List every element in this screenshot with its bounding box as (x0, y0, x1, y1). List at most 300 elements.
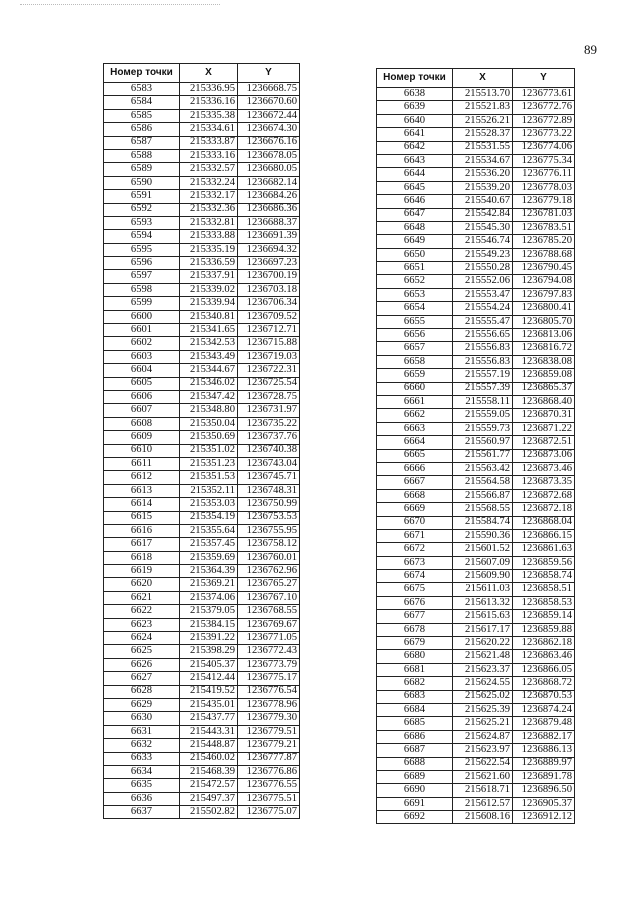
cell-y: 1236779.18 (513, 195, 575, 208)
cell-point-number: 6690 (377, 784, 453, 797)
table-row (104, 806, 300, 819)
cell-x: 215337.91 (180, 270, 238, 283)
cell-x: 215443.31 (180, 725, 238, 738)
cell-x: 215590.36 (453, 529, 513, 542)
cell-point-number: 6682 (377, 677, 453, 690)
cell-y: 1236670.60 (238, 96, 300, 109)
header-point-number: Номер точки (377, 69, 453, 88)
cell-x: 215405.37 (180, 658, 238, 671)
cell-y: 1236758.12 (238, 538, 300, 551)
cell-x: 215607.09 (453, 556, 513, 569)
table-row (377, 637, 575, 650)
cell-y: 1236700.19 (238, 270, 300, 283)
cell-y: 1236772.89 (513, 114, 575, 127)
table-row (377, 717, 575, 730)
table-row (377, 88, 575, 101)
cell-y: 1236672.44 (238, 109, 300, 122)
cell-x: 215561.77 (453, 449, 513, 462)
cell-y: 1236785.20 (513, 235, 575, 248)
cell-y: 1236859.56 (513, 556, 575, 569)
cell-x: 215621.60 (453, 770, 513, 783)
table-row (377, 663, 575, 676)
cell-x: 215621.48 (453, 650, 513, 663)
table-row (377, 703, 575, 716)
cell-x: 215568.55 (453, 503, 513, 516)
cell-point-number: 6684 (377, 703, 453, 716)
scan-artifact (20, 4, 220, 11)
cell-y: 1236755.95 (238, 524, 300, 537)
cell-x: 215623.37 (453, 663, 513, 676)
table-row (377, 181, 575, 194)
cell-point-number: 6612 (104, 471, 180, 484)
cell-y: 1236674.30 (238, 123, 300, 136)
table-row (104, 136, 300, 149)
cell-x: 215623.97 (453, 744, 513, 757)
cell-y: 1236722.31 (238, 364, 300, 377)
cell-x: 215563.42 (453, 462, 513, 475)
table-row (104, 511, 300, 524)
cell-point-number: 6665 (377, 449, 453, 462)
cell-x: 215384.15 (180, 618, 238, 631)
cell-x: 215542.84 (453, 208, 513, 221)
cell-point-number: 6678 (377, 623, 453, 636)
cell-y: 1236863.46 (513, 650, 575, 663)
cell-point-number: 6602 (104, 337, 180, 350)
header-point-number: Номер точки (104, 64, 180, 83)
cell-point-number: 6604 (104, 364, 180, 377)
cell-x: 215554.24 (453, 302, 513, 315)
cell-y: 1236788.68 (513, 248, 575, 261)
cell-x: 215608.16 (453, 811, 513, 824)
cell-x: 215437.77 (180, 712, 238, 725)
cell-y: 1236691.39 (238, 230, 300, 243)
cell-point-number: 6651 (377, 262, 453, 275)
header-x: X (453, 69, 513, 88)
table-row (377, 235, 575, 248)
table-row (104, 685, 300, 698)
cell-y: 1236781.03 (513, 208, 575, 221)
table-row (377, 101, 575, 114)
table-row (104, 83, 300, 96)
cell-point-number: 6683 (377, 690, 453, 703)
table-row (104, 645, 300, 658)
cell-y: 1236768.55 (238, 605, 300, 618)
table-row (377, 195, 575, 208)
cell-y: 1236868.40 (513, 395, 575, 408)
table-row (104, 712, 300, 725)
cell-point-number: 6655 (377, 315, 453, 328)
cell-x: 215348.80 (180, 404, 238, 417)
cell-y: 1236750.99 (238, 498, 300, 511)
table-row (104, 417, 300, 430)
table-row (377, 516, 575, 529)
cell-y: 1236882.17 (513, 730, 575, 743)
cell-point-number: 6670 (377, 516, 453, 529)
cell-point-number: 6654 (377, 302, 453, 315)
table-row (377, 342, 575, 355)
cell-y: 1236872.51 (513, 436, 575, 449)
cell-y: 1236777.87 (238, 752, 300, 765)
table-row (104, 725, 300, 738)
cell-x: 215526.21 (453, 114, 513, 127)
cell-y: 1236725.54 (238, 377, 300, 390)
table-row (377, 503, 575, 516)
cell-x: 215350.04 (180, 417, 238, 430)
cell-point-number: 6623 (104, 618, 180, 631)
cell-point-number: 6677 (377, 610, 453, 623)
table-row (104, 257, 300, 270)
cell-y: 1236859.88 (513, 623, 575, 636)
cell-y: 1236762.96 (238, 565, 300, 578)
cell-y: 1236737.76 (238, 431, 300, 444)
cell-point-number: 6597 (104, 270, 180, 283)
cell-x: 215601.52 (453, 543, 513, 556)
cell-x: 215557.19 (453, 369, 513, 382)
cell-point-number: 6614 (104, 498, 180, 511)
cell-point-number: 6591 (104, 190, 180, 203)
cell-point-number: 6610 (104, 444, 180, 457)
table-row (104, 350, 300, 363)
table-row (104, 109, 300, 122)
cell-x: 215339.94 (180, 297, 238, 310)
cell-point-number: 6674 (377, 570, 453, 583)
cell-point-number: 6627 (104, 672, 180, 685)
cell-x: 215343.49 (180, 350, 238, 363)
cell-y: 1236873.06 (513, 449, 575, 462)
cell-x: 215354.19 (180, 511, 238, 524)
cell-y: 1236858.53 (513, 596, 575, 609)
cell-point-number: 6592 (104, 203, 180, 216)
cell-y: 1236709.52 (238, 310, 300, 323)
cell-y: 1236872.18 (513, 503, 575, 516)
cell-point-number: 6671 (377, 529, 453, 542)
cell-y: 1236778.96 (238, 698, 300, 711)
cell-x: 215472.57 (180, 779, 238, 792)
table-row (104, 243, 300, 256)
cell-point-number: 6633 (104, 752, 180, 765)
cell-x: 215612.57 (453, 797, 513, 810)
cell-y: 1236865.37 (513, 382, 575, 395)
cell-y: 1236779.51 (238, 725, 300, 738)
cell-point-number: 6589 (104, 163, 180, 176)
cell-y: 1236776.86 (238, 765, 300, 778)
cell-point-number: 6620 (104, 578, 180, 591)
coordinates-table-right (376, 68, 575, 824)
cell-point-number: 6691 (377, 797, 453, 810)
cell-x: 215553.47 (453, 288, 513, 301)
cell-x: 215468.39 (180, 765, 238, 778)
cell-y: 1236859.14 (513, 610, 575, 623)
cell-y: 1236778.03 (513, 181, 575, 194)
cell-y: 1236676.16 (238, 136, 300, 149)
table-body-left (104, 83, 300, 819)
cell-point-number: 6609 (104, 431, 180, 444)
cell-x: 215335.38 (180, 109, 238, 122)
cell-y: 1236813.06 (513, 329, 575, 342)
cell-point-number: 6616 (104, 524, 180, 537)
cell-point-number: 6611 (104, 457, 180, 470)
cell-x: 215549.23 (453, 248, 513, 261)
cell-x: 215531.55 (453, 141, 513, 154)
cell-point-number: 6660 (377, 382, 453, 395)
table-row (104, 752, 300, 765)
cell-point-number: 6593 (104, 216, 180, 229)
cell-x: 215560.97 (453, 436, 513, 449)
header-y: Y (238, 64, 300, 83)
table-row (377, 744, 575, 757)
table-row (377, 248, 575, 261)
cell-point-number: 6672 (377, 543, 453, 556)
cell-y: 1236760.01 (238, 551, 300, 564)
cell-x: 215332.17 (180, 190, 238, 203)
table-row (104, 551, 300, 564)
cell-y: 1236870.53 (513, 690, 575, 703)
cell-point-number: 6586 (104, 123, 180, 136)
cell-y: 1236866.05 (513, 663, 575, 676)
cell-y: 1236772.43 (238, 645, 300, 658)
cell-point-number: 6659 (377, 369, 453, 382)
cell-x: 215369.21 (180, 578, 238, 591)
cell-x: 215353.03 (180, 498, 238, 511)
cell-x: 215613.32 (453, 596, 513, 609)
table-row (104, 270, 300, 283)
cell-point-number: 6605 (104, 377, 180, 390)
cell-x: 215351.53 (180, 471, 238, 484)
cell-y: 1236678.05 (238, 149, 300, 162)
cell-point-number: 6656 (377, 329, 453, 342)
table-row (377, 543, 575, 556)
table-row (104, 698, 300, 711)
cell-y: 1236871.22 (513, 422, 575, 435)
cell-y: 1236838.08 (513, 355, 575, 368)
table-row (104, 176, 300, 189)
table-row (104, 484, 300, 497)
table-row (104, 672, 300, 685)
cell-x: 215398.29 (180, 645, 238, 658)
table-row (104, 658, 300, 671)
cell-point-number: 6587 (104, 136, 180, 149)
page-number: 89 (584, 42, 597, 57)
cell-y: 1236745.71 (238, 471, 300, 484)
cell-point-number: 6686 (377, 730, 453, 743)
cell-point-number: 6667 (377, 476, 453, 489)
cell-y: 1236775.07 (238, 806, 300, 819)
cell-y: 1236774.06 (513, 141, 575, 154)
cell-point-number: 6638 (377, 88, 453, 101)
cell-point-number: 6621 (104, 591, 180, 604)
cell-y: 1236668.75 (238, 83, 300, 96)
table-row (104, 310, 300, 323)
table-row (377, 770, 575, 783)
cell-point-number: 6688 (377, 757, 453, 770)
cell-x: 215609.90 (453, 570, 513, 583)
cell-point-number: 6608 (104, 417, 180, 430)
cell-x: 215339.02 (180, 283, 238, 296)
table-row (104, 538, 300, 551)
cell-y: 1236773.79 (238, 658, 300, 671)
cell-x: 215545.30 (453, 221, 513, 234)
cell-y: 1236771.05 (238, 632, 300, 645)
cell-point-number: 6680 (377, 650, 453, 663)
cell-point-number: 6657 (377, 342, 453, 355)
cell-y: 1236797.83 (513, 288, 575, 301)
table-row (377, 677, 575, 690)
cell-y: 1236776.55 (238, 779, 300, 792)
cell-y: 1236715.88 (238, 337, 300, 350)
cell-y: 1236731.97 (238, 404, 300, 417)
cell-y: 1236728.75 (238, 390, 300, 403)
cell-x: 215620.22 (453, 637, 513, 650)
cell-point-number: 6639 (377, 101, 453, 114)
cell-point-number: 6658 (377, 355, 453, 368)
table-row (377, 128, 575, 141)
cell-point-number: 6590 (104, 176, 180, 189)
table-row (104, 618, 300, 631)
table-row (104, 149, 300, 162)
cell-x: 215332.36 (180, 203, 238, 216)
cell-point-number: 6669 (377, 503, 453, 516)
cell-x: 215332.81 (180, 216, 238, 229)
cell-y: 1236775.17 (238, 672, 300, 685)
table-row (377, 409, 575, 422)
cell-y: 1236870.31 (513, 409, 575, 422)
table-row (377, 556, 575, 569)
cell-x: 215555.47 (453, 315, 513, 328)
cell-y: 1236779.30 (238, 712, 300, 725)
cell-point-number: 6648 (377, 221, 453, 234)
cell-x: 215346.02 (180, 377, 238, 390)
table-row (377, 329, 575, 342)
cell-x: 215513.70 (453, 88, 513, 101)
cell-point-number: 6689 (377, 770, 453, 783)
table-row (104, 765, 300, 778)
cell-x: 215497.37 (180, 792, 238, 805)
table-row (104, 632, 300, 645)
cell-x: 215374.06 (180, 591, 238, 604)
cell-point-number: 6666 (377, 462, 453, 475)
cell-point-number: 6673 (377, 556, 453, 569)
cell-point-number: 6619 (104, 565, 180, 578)
cell-x: 215615.63 (453, 610, 513, 623)
cell-point-number: 6618 (104, 551, 180, 564)
cell-y: 1236896.50 (513, 784, 575, 797)
table-row (377, 570, 575, 583)
table-row (104, 324, 300, 337)
cell-point-number: 6629 (104, 698, 180, 711)
cell-x: 215624.87 (453, 730, 513, 743)
cell-point-number: 6606 (104, 390, 180, 403)
cell-point-number: 6662 (377, 409, 453, 422)
cell-point-number: 6635 (104, 779, 180, 792)
table-row (377, 797, 575, 810)
cell-x: 215584.74 (453, 516, 513, 529)
table-row (377, 436, 575, 449)
cell-x: 215460.02 (180, 752, 238, 765)
table-row (377, 596, 575, 609)
cell-x: 215624.55 (453, 677, 513, 690)
cell-y: 1236748.31 (238, 484, 300, 497)
table-row (104, 163, 300, 176)
table-row (104, 96, 300, 109)
cell-point-number: 6632 (104, 739, 180, 752)
cell-x: 215364.39 (180, 565, 238, 578)
cell-point-number: 6634 (104, 765, 180, 778)
cell-x: 215448.87 (180, 739, 238, 752)
table-row (104, 431, 300, 444)
table-row (377, 784, 575, 797)
table-row (104, 123, 300, 136)
cell-y: 1236816.72 (513, 342, 575, 355)
cell-point-number: 6607 (104, 404, 180, 417)
cell-x: 215534.67 (453, 154, 513, 167)
header-y: Y (513, 69, 575, 88)
cell-y: 1236719.03 (238, 350, 300, 363)
table-row (377, 811, 575, 824)
table-row (104, 471, 300, 484)
cell-point-number: 6646 (377, 195, 453, 208)
cell-y: 1236735.22 (238, 417, 300, 430)
cell-point-number: 6641 (377, 128, 453, 141)
cell-x: 215556.83 (453, 342, 513, 355)
table-row (377, 529, 575, 542)
cell-x: 215552.06 (453, 275, 513, 288)
cell-x: 215536.20 (453, 168, 513, 181)
cell-x: 215618.71 (453, 784, 513, 797)
cell-x: 215566.87 (453, 489, 513, 502)
table-row (377, 355, 575, 368)
cell-x: 215435.01 (180, 698, 238, 711)
cell-point-number: 6585 (104, 109, 180, 122)
cell-y: 1236703.18 (238, 283, 300, 296)
cell-x: 215344.67 (180, 364, 238, 377)
table-row (377, 476, 575, 489)
cell-y: 1236879.48 (513, 717, 575, 730)
cell-y: 1236886.13 (513, 744, 575, 757)
table-row (104, 578, 300, 591)
table-row (377, 221, 575, 234)
cell-y: 1236858.74 (513, 570, 575, 583)
cell-x: 215336.95 (180, 83, 238, 96)
cell-y: 1236740.38 (238, 444, 300, 457)
cell-y: 1236805.70 (513, 315, 575, 328)
cell-point-number: 6645 (377, 181, 453, 194)
table-row (104, 792, 300, 805)
table-row (377, 275, 575, 288)
table-row (377, 141, 575, 154)
cell-point-number: 6679 (377, 637, 453, 650)
header-x: X (180, 64, 238, 83)
cell-y: 1236873.35 (513, 476, 575, 489)
table-row (104, 605, 300, 618)
header-row (377, 69, 575, 88)
table-row (104, 739, 300, 752)
table-row (377, 395, 575, 408)
cell-point-number: 6681 (377, 663, 453, 676)
cell-point-number: 6594 (104, 230, 180, 243)
cell-point-number: 6631 (104, 725, 180, 738)
cell-point-number: 6598 (104, 283, 180, 296)
table-row (377, 690, 575, 703)
cell-x: 215333.88 (180, 230, 238, 243)
table-row (104, 591, 300, 604)
cell-point-number: 6647 (377, 208, 453, 221)
cell-point-number: 6613 (104, 484, 180, 497)
table-row (104, 524, 300, 537)
table-row (377, 382, 575, 395)
cell-point-number: 6642 (377, 141, 453, 154)
table-row (104, 216, 300, 229)
cell-point-number: 6595 (104, 243, 180, 256)
